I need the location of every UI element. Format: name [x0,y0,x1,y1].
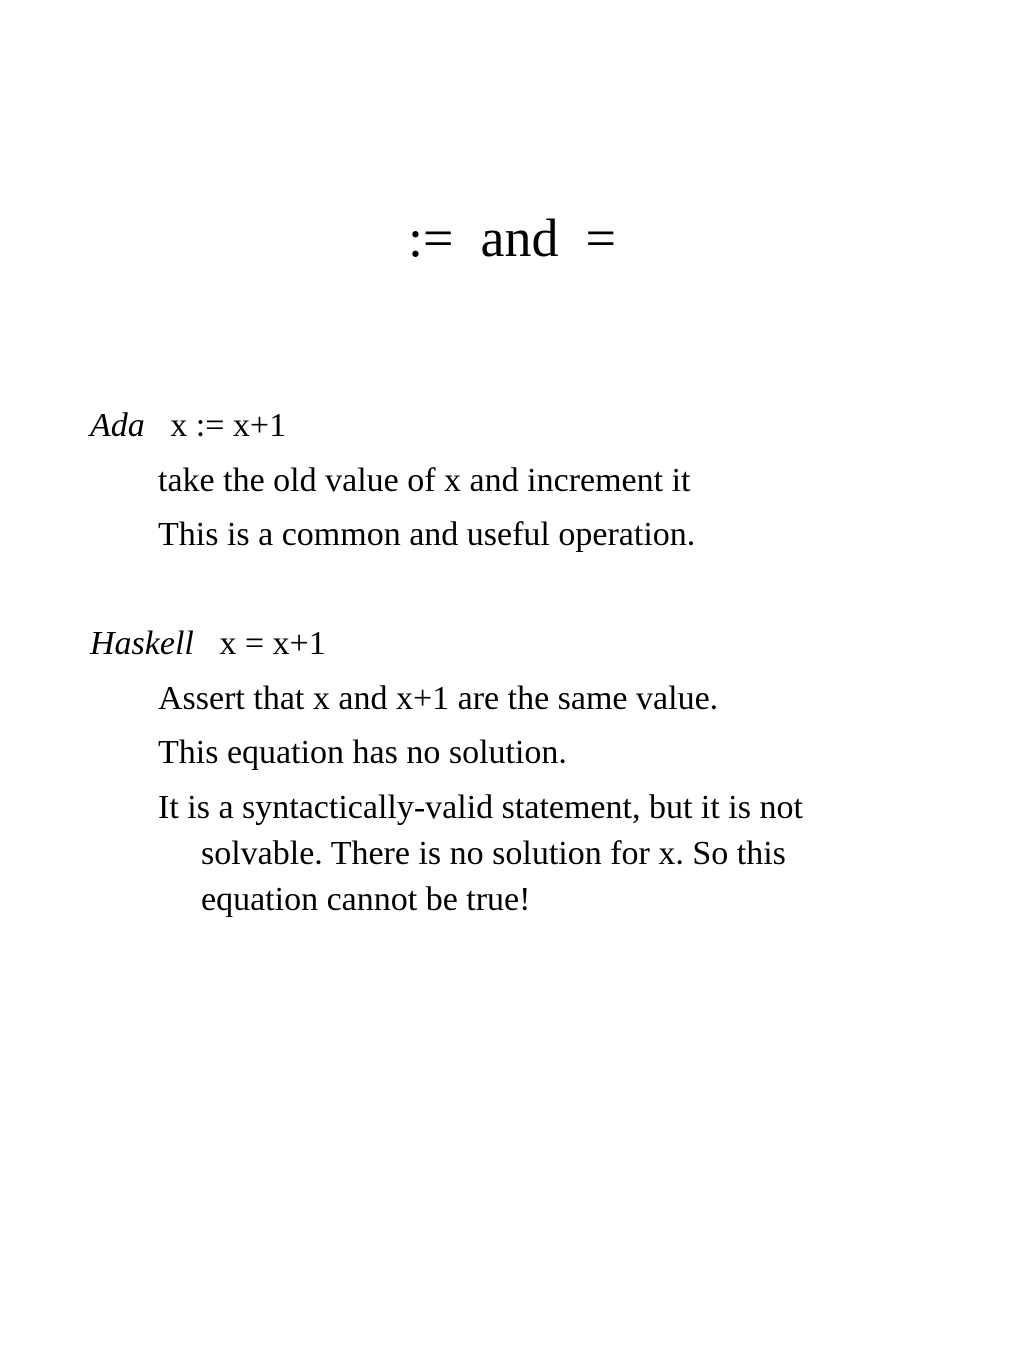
ada-code: x := x+1 [170,407,287,444]
haskell-line-3: It is a syntactically-valid statement, but it is not solvable. There is no solution for x. So this equation cannot be true! [158,789,803,918]
haskell-language-label: Haskell [90,625,194,662]
haskell-line-2: This equation has no solution. [158,734,567,771]
haskell-line-1: Assert that x and x+1 are the same value. [158,680,719,717]
ada-line-1: take the old value of x and increment it [158,462,691,499]
haskell-heading [90,624,326,664]
slide-title: := and = [408,208,616,268]
haskell-code: x = x+1 [219,625,326,662]
ada-line-2: This is a common and useful operation. [158,516,696,553]
ada-heading [90,406,286,446]
ada-language-label: Ada [90,407,145,444]
